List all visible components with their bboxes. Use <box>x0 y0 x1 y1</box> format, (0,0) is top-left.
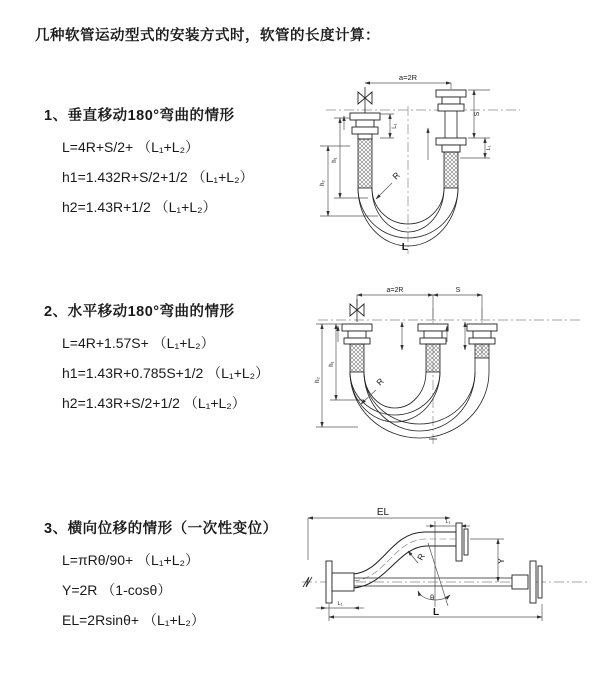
horizontal-180-bend-diagram <box>312 282 588 460</box>
dim-label-s: S <box>474 111 481 117</box>
radius-label: R <box>374 376 386 388</box>
left-hose-fitting <box>350 113 380 139</box>
formula-line: h2=1.43R+1/2 （L₁+L₂） <box>62 199 217 215</box>
dim-label-l1: L₁ <box>337 601 343 607</box>
section-1-heading: 1、垂直移动180°弯曲的情形 <box>44 108 235 124</box>
dim-label-a2r: a=2R <box>398 73 418 82</box>
vertical-180-bend-diagram <box>308 68 588 258</box>
section-1 <box>44 104 254 222</box>
radius-label: R <box>415 551 427 562</box>
formula-line: EL=2Rsinθ+ （L₁+L₂） <box>62 612 205 628</box>
radius-label: R <box>390 170 402 182</box>
valve-icon <box>350 299 364 322</box>
angle-label: θ <box>430 593 435 602</box>
right-hose-fitting <box>436 90 466 152</box>
dim-label-l1: L₁ <box>445 519 451 525</box>
formula-line: L=4R+S/2+ （L₁+L₂） <box>62 139 200 155</box>
braided-hose-section <box>350 344 364 372</box>
dim-label-h2: h₂ <box>315 377 321 383</box>
lateral-displacement-diagram <box>298 505 598 650</box>
braided-hose-section <box>358 139 372 188</box>
formula-line: L=πRθ/90+ （L₁+L₂） <box>62 552 199 568</box>
dim-label-h1: h₁ <box>332 157 338 163</box>
formula-line: h2=1.43R+S/2+1/2 （L₁+L₂） <box>62 395 246 411</box>
u-bend-hose <box>350 372 489 438</box>
s-curve-hose <box>353 532 456 588</box>
upper-flange <box>456 523 468 561</box>
formula-line: Y=2R （1-cosθ） <box>62 582 172 598</box>
hose-fittings <box>342 324 497 344</box>
braided-hose-section <box>475 344 489 358</box>
length-label: L <box>432 607 440 618</box>
radius-leader <box>376 183 392 199</box>
dim-label-h1: h₁ <box>329 361 335 367</box>
dim-label-l1: L₁ <box>392 123 398 129</box>
formula-line: L=4R+1.57S+ （L₁+L₂） <box>62 335 215 351</box>
section-3 <box>44 517 278 635</box>
formula-line: h1=1.432R+S/2+1/2 （L₁+L₂） <box>62 169 254 185</box>
left-flange <box>326 561 354 603</box>
dim-label-y: Y <box>496 558 506 564</box>
section-2-heading: 2、水平移动180°弯曲的情形 <box>44 304 235 320</box>
dim-label-el: EL <box>376 507 390 518</box>
page-title: 几种软管运动型式的安装方式时，软管的长度计算： <box>35 28 380 44</box>
section-3-heading: 3、横向位移的情形（一次性变位） <box>44 521 278 537</box>
braided-hose-section <box>426 344 440 372</box>
braided-hose-section <box>444 152 458 188</box>
dim-label-a2r: a=2R <box>386 287 404 294</box>
dim-label-s: S <box>455 287 461 294</box>
formula-line: h1=1.43R+0.785S+1/2 （L₁+L₂） <box>62 365 270 381</box>
length-label: L <box>401 241 409 253</box>
section-2 <box>44 300 269 418</box>
dim-label-h2: h₂ <box>320 180 326 186</box>
dim-label-l1: L₁ <box>486 145 492 151</box>
valve-icon <box>358 87 372 113</box>
